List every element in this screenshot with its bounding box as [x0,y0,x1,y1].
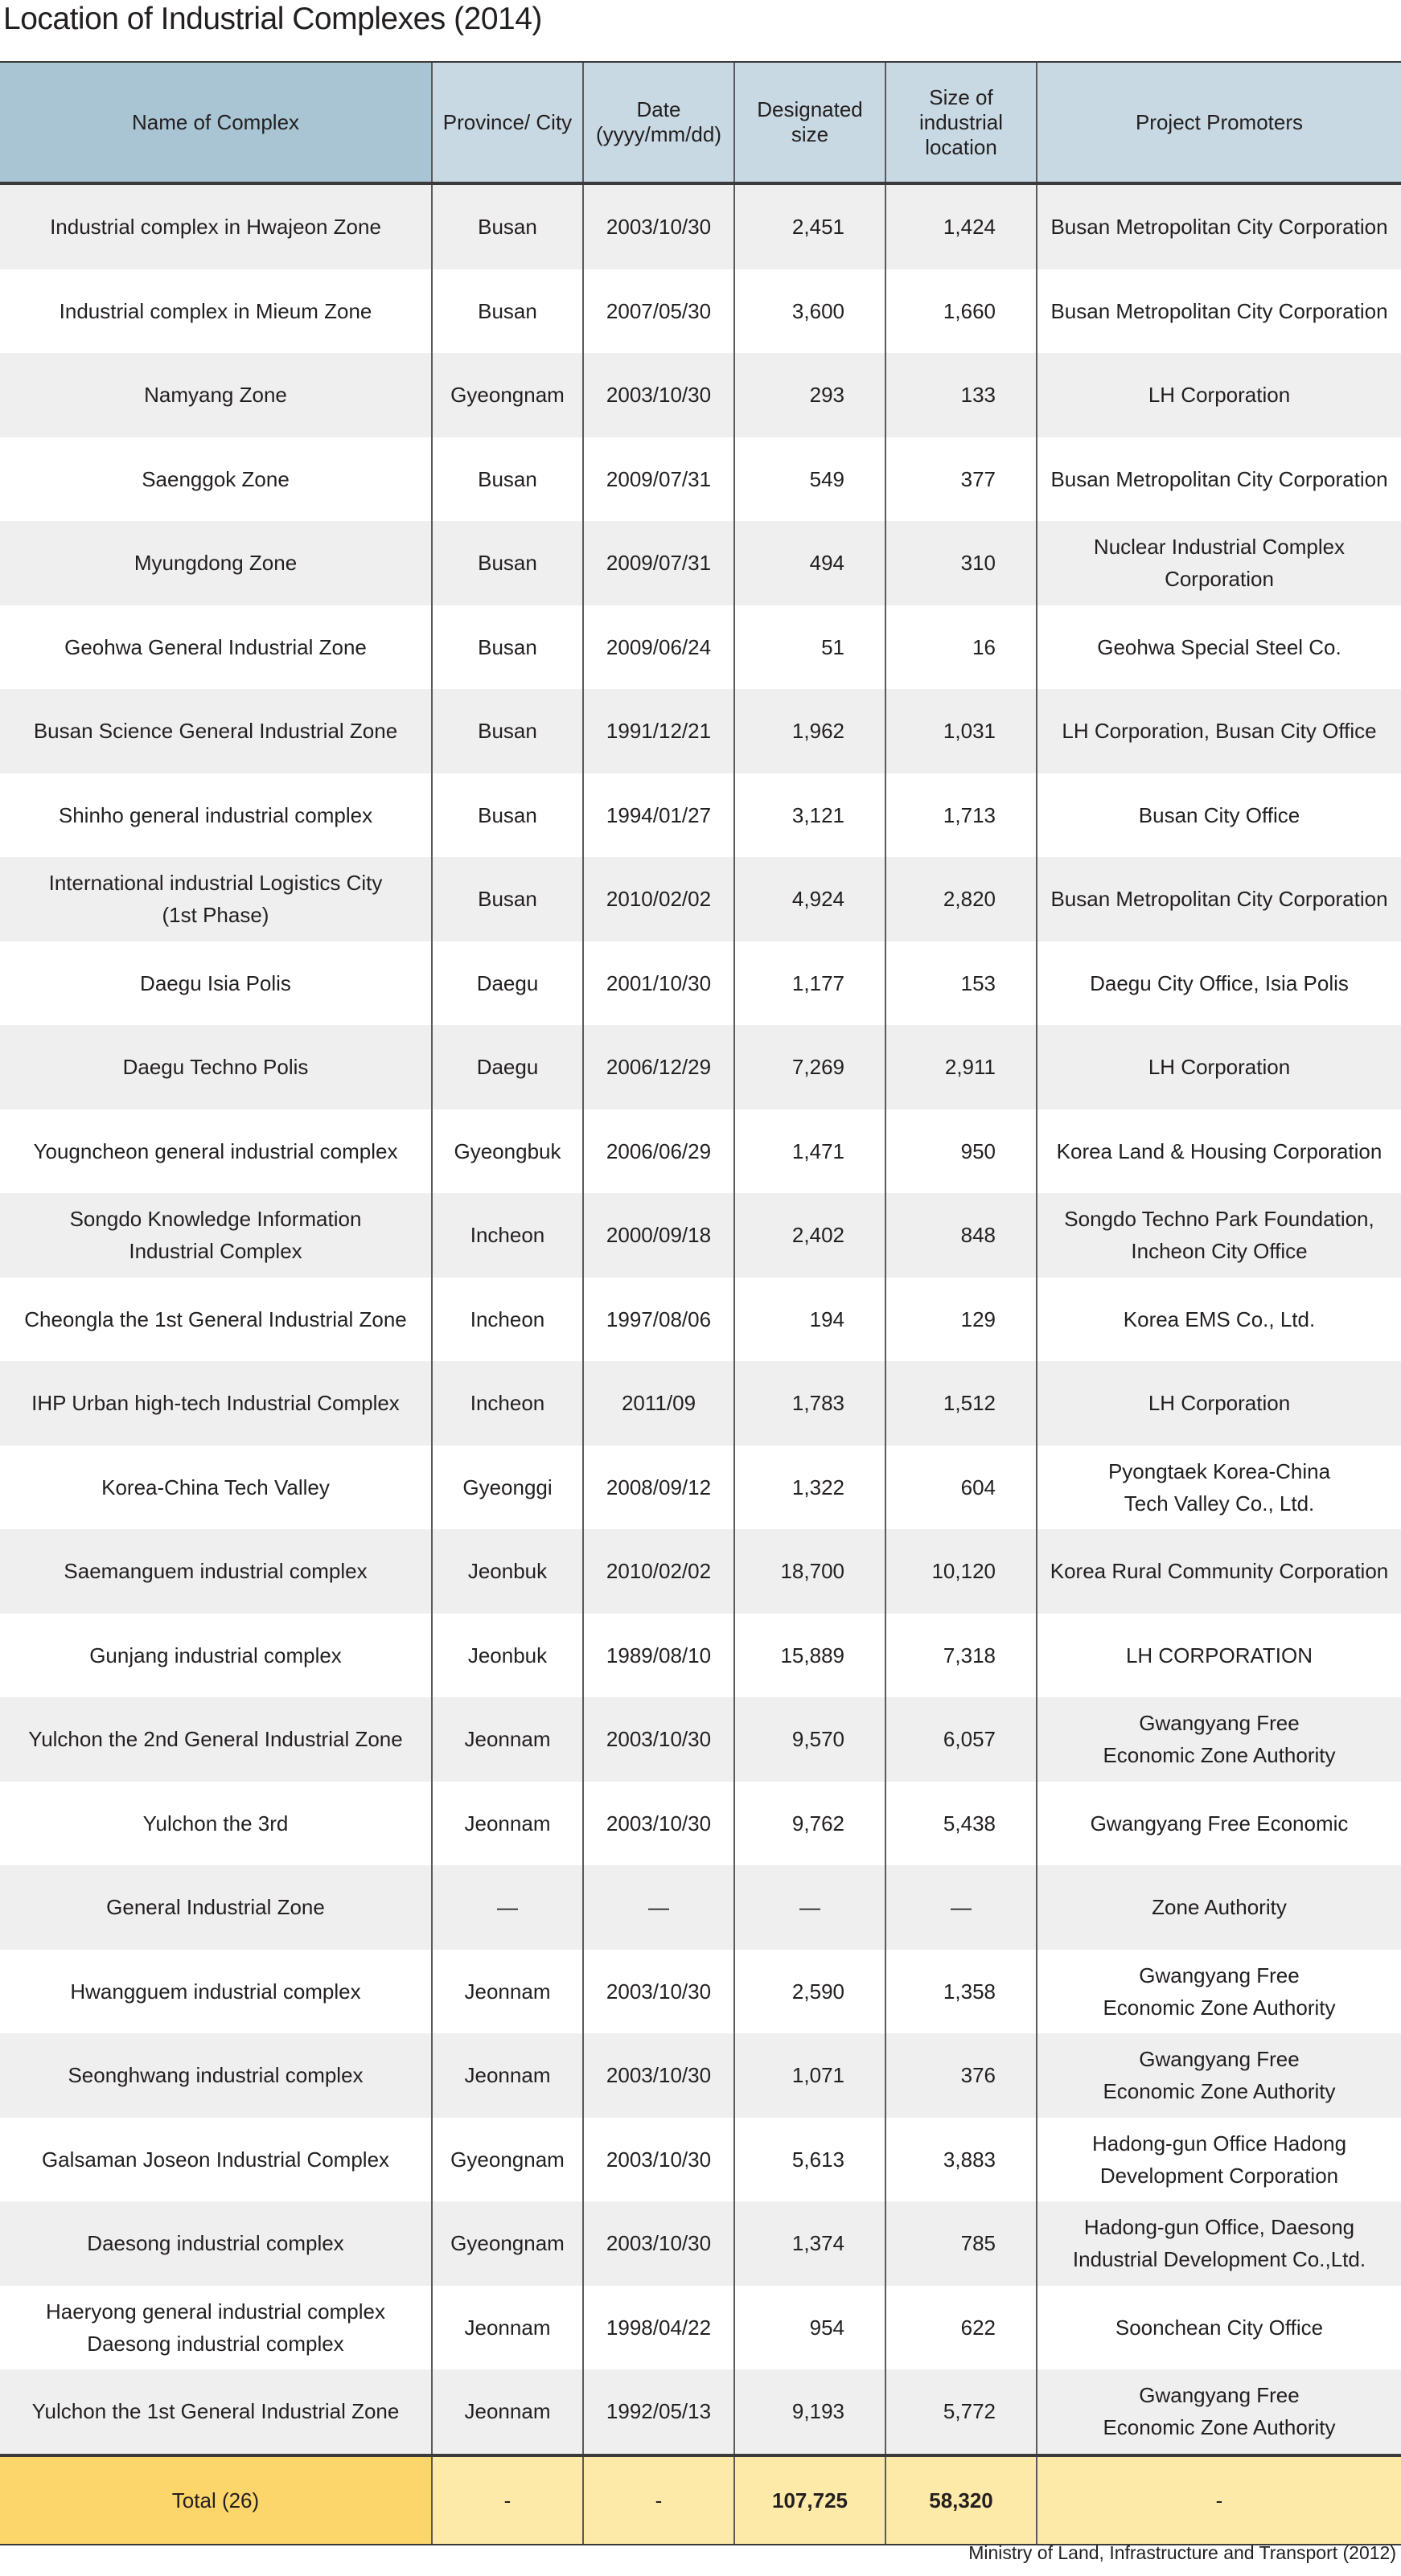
cell-province: Jeonnam [432,1782,583,1866]
cell-name: Yulchon the 3rd [0,1782,432,1866]
cell-name: Songdo Knowledge Information Industrial Complex [0,1193,432,1278]
cell-industrial-size: 133 [885,353,1037,437]
cell-date: 2011/09 [583,1361,734,1446]
cell-industrial-size: 376 [885,2033,1037,2118]
cell-promoter: Songdo Techno Park Foundation, Incheon City Office [1037,1193,1401,1278]
total-label: Total (26) [0,2455,432,2545]
cell-designated-size: 1,177 [734,941,885,1026]
cell-province: Gyeongbuk [432,1110,583,1194]
cell-promoter: LH Corporation [1037,1361,1401,1446]
cell-date: 1989/08/10 [583,1614,734,1698]
cell-date: 2003/10/30 [583,2118,734,2202]
cell-promoter: Busan Metropolitan City Corporation [1037,437,1401,522]
total-date: - [583,2455,734,2545]
cell-designated-size: 293 [734,353,885,437]
cell-industrial-size: 5,772 [885,2369,1037,2455]
cell-date: 2003/10/30 [583,1950,734,2034]
cell-promoter: Gwangyang Free Economic Zone Authority [1037,2369,1401,2455]
cell-province: Jeonnam [432,2369,583,2455]
total-industrial-size: 58,320 [885,2455,1037,2545]
cell-province: Busan [432,269,583,354]
cell-province: Jeonbuk [432,1614,583,1698]
cell-promoter: Busan City Office [1037,773,1401,858]
cell-designated-size: 549 [734,437,885,522]
cell-promoter: Daegu City Office, Isia Polis [1037,941,1401,1026]
total-promoter: - [1037,2455,1401,2545]
cell-designated-size: 1,374 [734,2201,885,2286]
cell-designated-size: 5,613 [734,2118,885,2202]
cell-industrial-size: 310 [885,521,1037,605]
cell-industrial-size: 950 [885,1110,1037,1194]
cell-province: Gyeongnam [432,2201,583,2286]
cell-name: Daegu Isia Polis [0,941,432,1026]
cell-promoter: Busan Metropolitan City Corporation [1037,269,1401,354]
cell-designated-size: 1,962 [734,689,885,773]
cell-name: Hwangguem industrial complex [0,1950,432,2034]
cell-province: Jeonbuk [432,1529,583,1614]
cell-name: Myungdong Zone [0,521,432,605]
cell-name: Yulchon the 2nd General Industrial Zone [0,1697,432,1782]
cell-province: Busan [432,773,583,858]
cell-designated-size: 1,322 [734,1446,885,1530]
cell-industrial-size: 622 [885,2286,1037,2370]
cell-promoter: Korea Rural Community Corporation [1037,1529,1401,1614]
cell-name: Daesong industrial complex [0,2201,432,2286]
cell-province: Incheon [432,1193,583,1278]
table-row [0,2118,1401,2202]
cell-designated-size: 9,762 [734,1782,885,1866]
table-row [0,1950,1401,2034]
cell-designated-size: 494 [734,521,885,605]
cell-promoter: LH CORPORATION [1037,1614,1401,1698]
table-row [0,1278,1401,1362]
cell-name: Shinho general industrial complex [0,773,432,858]
cell-name: International industrial Logistics City (1st Phase) [0,857,432,941]
cell-industrial-size: — [885,1865,1037,1950]
table-row [0,2033,1401,2118]
table-row [0,521,1401,605]
cell-promoter: Soonchean City Office [1037,2286,1401,2370]
cell-promoter: LH Corporation [1037,1025,1401,1110]
cell-province: Jeonnam [432,1697,583,1782]
cell-province: Daegu [432,941,583,1026]
cell-date: 2003/10/30 [583,183,734,269]
cell-industrial-size: 2,911 [885,1025,1037,1110]
cell-designated-size: 194 [734,1278,885,1362]
cell-promoter: Korea EMS Co., Ltd. [1037,1278,1401,1362]
table-row [0,1361,1401,1446]
cell-promoter: Nuclear Industrial Complex Corporation [1037,521,1401,605]
source-note: Ministry of Land, Infrastructure and Transport (2012) [968,2542,1396,2563]
cell-promoter: Gwangyang Free Economic Zone Authority [1037,1697,1401,1782]
table-row [0,1110,1401,1194]
cell-industrial-size: 2,820 [885,857,1037,941]
total-row [0,2455,1401,2545]
cell-designated-size: 1,783 [734,1361,885,1446]
cell-province: Busan [432,605,583,690]
cell-date: 1992/05/13 [583,2369,734,2455]
cell-date: 2010/02/02 [583,1529,734,1614]
table-row [0,773,1401,858]
cell-designated-size: 2,451 [734,183,885,269]
table-row [0,1446,1401,1530]
header-name-of-complex: Name of Complex [0,62,432,183]
cell-date: 1991/12/21 [583,689,734,773]
cell-province: Daegu [432,1025,583,1110]
cell-industrial-size: 6,057 [885,1697,1037,1782]
cell-promoter: Geohwa Special Steel Co. [1037,605,1401,690]
table-row [0,1865,1401,1950]
cell-promoter: Busan Metropolitan City Corporation [1037,857,1401,941]
cell-name: IHP Urban high-tech Industrial Complex [0,1361,432,1446]
cell-name: Yulchon the 1st General Industrial Zone [0,2369,432,2455]
cell-name: Galsaman Joseon Industrial Complex [0,2118,432,2202]
cell-designated-size: 18,700 [734,1529,885,1614]
cell-date: 1998/04/22 [583,2286,734,2370]
cell-date: 2001/10/30 [583,941,734,1026]
cell-designated-size: 3,600 [734,269,885,354]
cell-province: Jeonnam [432,2286,583,2370]
cell-name: Korea-China Tech Valley [0,1446,432,1530]
cell-promoter: Hadong-gun Office, Daesong Industrial Development Co.,Ltd. [1037,2201,1401,2286]
cell-industrial-size: 1,031 [885,689,1037,773]
table-row [0,437,1401,522]
cell-date: 2009/07/31 [583,437,734,522]
cell-promoter: Gwangyang Free Economic [1037,1782,1401,1866]
table-row [0,1697,1401,1782]
cell-industrial-size: 1,424 [885,183,1037,269]
cell-industrial-size: 7,318 [885,1614,1037,1698]
cell-province: Gyeonggi [432,1446,583,1530]
cell-date: 2008/09/12 [583,1446,734,1530]
table-row [0,1614,1401,1698]
cell-date: — [583,1865,734,1950]
cell-name: Busan Science General Industrial Zone [0,689,432,773]
header-size-of-industrial-location: Size of industrial location [885,62,1037,183]
cell-industrial-size: 3,883 [885,2118,1037,2202]
cell-designated-size: 9,570 [734,1697,885,1782]
cell-designated-size: 954 [734,2286,885,2370]
cell-province: Jeonnam [432,2033,583,2118]
cell-promoter: Gwangyang Free Economic Zone Authority [1037,1950,1401,2034]
cell-date: 2009/07/31 [583,521,734,605]
total-designated-size: 107,725 [734,2455,885,2545]
cell-designated-size: 1,071 [734,2033,885,2118]
cell-date: 2009/06/24 [583,605,734,690]
cell-province: Jeonnam [432,1950,583,2034]
cell-industrial-size: 1,713 [885,773,1037,858]
table-header [0,62,1401,183]
cell-designated-size: 15,889 [734,1614,885,1698]
cell-promoter: Pyongtaek Korea-China Tech Valley Co., Ltd. [1037,1446,1401,1530]
cell-date: 2006/12/29 [583,1025,734,1110]
cell-date: 2010/02/02 [583,857,734,941]
cell-industrial-size: 377 [885,437,1037,522]
cell-industrial-size: 604 [885,1446,1037,1530]
table-row [0,1782,1401,1866]
cell-designated-size: 1,471 [734,1110,885,1194]
cell-designated-size: 9,193 [734,2369,885,2455]
cell-promoter: Korea Land & Housing Corporation [1037,1110,1401,1194]
cell-province: Gyeongnam [432,353,583,437]
page-title: Location of Industrial Complexes (2014) [3,2,542,36]
cell-industrial-size: 129 [885,1278,1037,1362]
cell-date: 2006/06/29 [583,1110,734,1194]
cell-date: 2003/10/30 [583,2033,734,2118]
cell-name: Industrial complex in Hwajeon Zone [0,183,432,269]
cell-designated-size: 51 [734,605,885,690]
cell-province: Busan [432,689,583,773]
cell-name: Namyang Zone [0,353,432,437]
table-row [0,1193,1401,1278]
cell-promoter: Hadong-gun Office Hadong Development Corporation [1037,2118,1401,2202]
cell-industrial-size: 848 [885,1193,1037,1278]
cell-industrial-size: 5,438 [885,1782,1037,1866]
cell-date: 1994/01/27 [583,773,734,858]
cell-date: 2003/10/30 [583,1782,734,1866]
cell-promoter: LH Corporation [1037,353,1401,437]
table-row [0,689,1401,773]
cell-industrial-size: 10,120 [885,1529,1037,1614]
cell-industrial-size: 1,358 [885,1950,1037,2034]
cell-name: Haeryong general industrial complex Daesong industrial complex [0,2286,432,2370]
table-row [0,1529,1401,1614]
cell-date: 2007/05/30 [583,269,734,354]
table-row [0,941,1401,1026]
cell-designated-size: 2,402 [734,1193,885,1278]
table-row [0,2369,1401,2455]
cell-province: Gyeongnam [432,2118,583,2202]
cell-name: General Industrial Zone [0,1865,432,1950]
cell-date: 1997/08/06 [583,1278,734,1362]
header-date: Date (yyyy/mm/dd) [583,62,734,183]
cell-name: Cheongla the 1st General Industrial Zone [0,1278,432,1362]
total-province: - [432,2455,583,2545]
cell-date: 2003/10/30 [583,1697,734,1782]
cell-name: Saenggok Zone [0,437,432,522]
cell-promoter: Busan Metropolitan City Corporation [1037,183,1401,269]
cell-industrial-size: 16 [885,605,1037,690]
table-row [0,2201,1401,2286]
cell-industrial-size: 153 [885,941,1037,1026]
cell-industrial-size: 1,660 [885,269,1037,354]
cell-date: 2000/09/18 [583,1193,734,1278]
cell-province: Incheon [432,1361,583,1446]
cell-province: Busan [432,857,583,941]
cell-date: 2003/10/30 [583,2201,734,2286]
cell-industrial-size: 785 [885,2201,1037,2286]
cell-designated-size: 3,121 [734,773,885,858]
table-row [0,857,1401,941]
table-body [0,183,1401,2545]
cell-name: Geohwa General Industrial Zone [0,605,432,690]
cell-promoter: LH Corporation, Busan City Office [1037,689,1401,773]
table-row [0,1025,1401,1110]
cell-promoter: Gwangyang Free Economic Zone Authority [1037,2033,1401,2118]
table-row [0,605,1401,690]
cell-province: Busan [432,437,583,522]
cell-promoter: Zone Authority [1037,1865,1401,1950]
cell-province: Incheon [432,1278,583,1362]
header-project-promoters: Project Promoters [1037,62,1401,183]
header-row [0,62,1401,183]
cell-designated-size: 4,924 [734,857,885,941]
cell-province: Busan [432,521,583,605]
cell-name: Gunjang industrial complex [0,1614,432,1698]
table-row [0,269,1401,354]
header-designated-size: Designated size [734,62,885,183]
table-row [0,2286,1401,2370]
cell-designated-size: 7,269 [734,1025,885,1110]
complexes-table-container [0,61,1401,2545]
cell-name: Seonghwang industrial complex [0,2033,432,2118]
cell-name: Saemanguem industrial complex [0,1529,432,1614]
cell-province: — [432,1865,583,1950]
cell-name: Daegu Techno Polis [0,1025,432,1110]
cell-date: 2003/10/30 [583,353,734,437]
cell-designated-size: 2,590 [734,1950,885,2034]
table-row [0,183,1401,269]
complexes-table [0,61,1401,2545]
header-province-city: Province/ City [432,62,583,183]
cell-designated-size: — [734,1865,885,1950]
cell-name: Industrial complex in Mieum Zone [0,269,432,354]
cell-name: Yougncheon general industrial complex [0,1110,432,1194]
cell-province: Busan [432,183,583,269]
cell-industrial-size: 1,512 [885,1361,1037,1446]
table-row [0,353,1401,437]
